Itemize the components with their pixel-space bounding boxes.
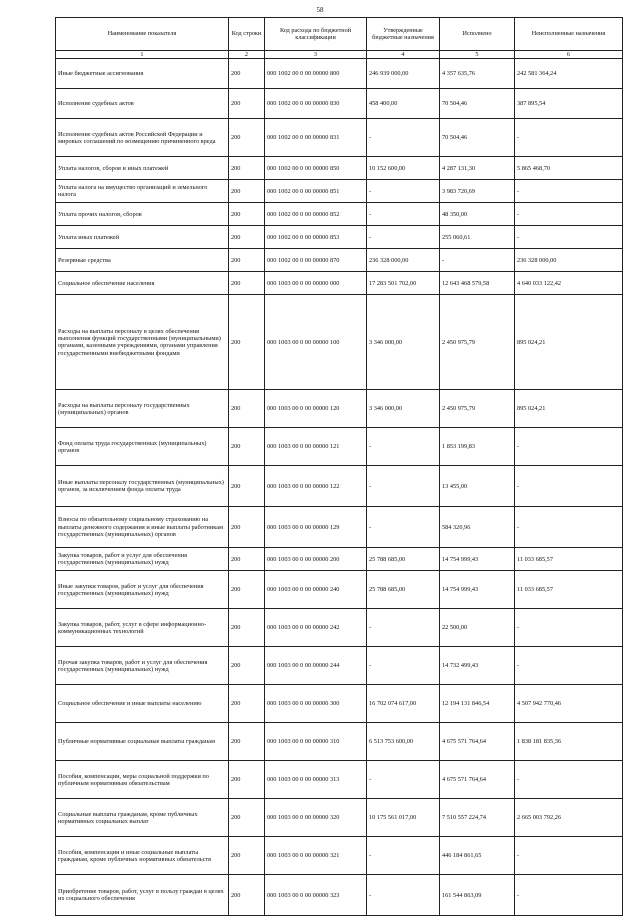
row-approved-cell: - bbox=[367, 203, 440, 226]
row-name-cell: Социальное обеспечение и иные выплаты населению bbox=[56, 685, 229, 723]
row-bcc-cell: 000 1003 00 0 00 00000 129 bbox=[265, 507, 367, 548]
row-name-cell: Иные выплаты персоналу государственных (муниципальных) органов, за исключением фонда оплаты труда bbox=[56, 466, 229, 507]
row-name-cell: Пособия, компенсации и иные социальные выплаты гражданам, кроме публичных нормативных обязательств bbox=[56, 837, 229, 875]
row-executed-cell: 1 853 199,83 bbox=[440, 428, 515, 466]
row-unexecuted-cell: 4 507 942 770,46 bbox=[515, 685, 623, 723]
row-bcc-cell: 000 1002 00 0 00 00000 870 bbox=[265, 249, 367, 272]
header-approved: Утвержденные бюджетные назначения bbox=[367, 18, 440, 51]
table-body bbox=[56, 59, 623, 916]
row-executed-cell: 4 287 131,30 bbox=[440, 157, 515, 180]
page-number: 58 bbox=[316, 6, 324, 14]
row-bcc-cell: 000 1003 00 0 00 00000 120 bbox=[265, 390, 367, 428]
row-executed-cell: 13 455,00 bbox=[440, 466, 515, 507]
row-unexecuted-cell: - bbox=[515, 837, 623, 875]
table-row bbox=[56, 390, 623, 428]
row-code-cell: 200 bbox=[229, 390, 265, 428]
row-code-cell: 200 bbox=[229, 157, 265, 180]
row-name-cell: Закупка товаров, работ и услуг для обеспечения государственных (муниципальных) нужд bbox=[56, 548, 229, 571]
table-row bbox=[56, 180, 623, 203]
row-approved-cell: 458 400,00 bbox=[367, 89, 440, 119]
column-number: 3 bbox=[265, 51, 367, 59]
row-code-cell: 200 bbox=[229, 295, 265, 390]
table-row bbox=[56, 119, 623, 157]
row-name-cell: Резервные средства bbox=[56, 249, 229, 272]
row-unexecuted-cell: 236 328 000,00 bbox=[515, 249, 623, 272]
row-code-cell: 200 bbox=[229, 272, 265, 295]
row-bcc-cell: 000 1003 00 0 00 00000 242 bbox=[265, 609, 367, 647]
row-bcc-cell: 000 1003 00 0 00 00000 300 bbox=[265, 685, 367, 723]
row-name-cell: Расходы на выплаты персоналу государственных (муниципальных) органов bbox=[56, 390, 229, 428]
column-number: 4 bbox=[367, 51, 440, 59]
row-approved-cell: 16 702 074 617,00 bbox=[367, 685, 440, 723]
row-unexecuted-cell: - bbox=[515, 875, 623, 916]
row-executed-cell: 14 732 499,43 bbox=[440, 647, 515, 685]
row-executed-cell: 446 184 861,65 bbox=[440, 837, 515, 875]
table-row bbox=[56, 272, 623, 295]
row-approved-cell: - bbox=[367, 609, 440, 647]
row-unexecuted-cell: - bbox=[515, 119, 623, 157]
row-unexecuted-cell: - bbox=[515, 203, 623, 226]
header-code: Код строки bbox=[229, 18, 265, 51]
row-executed-cell: 4 357 635,76 bbox=[440, 59, 515, 89]
row-name-cell: Фонд оплаты труда государственных (муниципальных) органов bbox=[56, 428, 229, 466]
header-bcc: Код расхода по бюджетной классификации bbox=[265, 18, 367, 51]
row-bcc-cell: 000 1002 00 0 00 00000 853 bbox=[265, 226, 367, 249]
row-executed-cell: 4 675 571 764,64 bbox=[440, 723, 515, 761]
row-bcc-cell: 000 1002 00 0 00 00000 852 bbox=[265, 203, 367, 226]
row-code-cell: 200 bbox=[229, 837, 265, 875]
row-bcc-cell: 000 1003 00 0 00 00000 313 bbox=[265, 761, 367, 799]
row-name-cell: Уплата прочих налогов, сборов bbox=[56, 203, 229, 226]
row-name-cell: Уплата налогов, сборов и иных платежей bbox=[56, 157, 229, 180]
row-approved-cell: - bbox=[367, 507, 440, 548]
row-approved-cell: 3 346 000,00 bbox=[367, 295, 440, 390]
row-unexecuted-cell: - bbox=[515, 428, 623, 466]
row-bcc-cell: 000 1003 00 0 00 00000 100 bbox=[265, 295, 367, 390]
row-name-cell: Закупка товаров, работ, услуг в сфере информационно-коммуникационных технологий bbox=[56, 609, 229, 647]
row-bcc-cell: 000 1003 00 0 00 00000 244 bbox=[265, 647, 367, 685]
row-unexecuted-cell: 895 024,21 bbox=[515, 390, 623, 428]
header-name: Наименование показателя bbox=[56, 18, 229, 51]
row-bcc-cell: 000 1002 00 0 00 00000 831 bbox=[265, 119, 367, 157]
table-row bbox=[56, 723, 623, 761]
row-name-cell: Приобретение товаров, работ, услуг в пользу граждан в целях их социального обеспечения bbox=[56, 875, 229, 916]
header-executed: Исполнено bbox=[440, 18, 515, 51]
row-unexecuted-cell: 1 838 181 835,36 bbox=[515, 723, 623, 761]
row-executed-cell: 2 450 975,79 bbox=[440, 295, 515, 390]
row-approved-cell: - bbox=[367, 466, 440, 507]
row-code-cell: 200 bbox=[229, 249, 265, 272]
column-number: 6 bbox=[515, 51, 623, 59]
row-approved-cell: 25 788 685,00 bbox=[367, 571, 440, 609]
column-number: 2 bbox=[229, 51, 265, 59]
row-executed-cell: 70 504,46 bbox=[440, 89, 515, 119]
row-code-cell: 200 bbox=[229, 119, 265, 157]
table-row bbox=[56, 295, 623, 390]
row-unexecuted-cell: - bbox=[515, 761, 623, 799]
row-executed-cell: 12 194 131 846,54 bbox=[440, 685, 515, 723]
row-bcc-cell: 000 1003 00 0 00 00000 320 bbox=[265, 799, 367, 837]
table-row bbox=[56, 685, 623, 723]
table-row bbox=[56, 226, 623, 249]
row-approved-cell: 17 283 501 702,00 bbox=[367, 272, 440, 295]
table-row bbox=[56, 59, 623, 89]
table-row bbox=[56, 647, 623, 685]
row-approved-cell: - bbox=[367, 226, 440, 249]
row-bcc-cell: 000 1002 00 0 00 00000 850 bbox=[265, 157, 367, 180]
row-code-cell: 200 bbox=[229, 685, 265, 723]
row-approved-cell: 246 939 000,00 bbox=[367, 59, 440, 89]
row-bcc-cell: 000 1003 00 0 00 00000 310 bbox=[265, 723, 367, 761]
row-bcc-cell: 000 1003 00 0 00 00000 122 bbox=[265, 466, 367, 507]
row-unexecuted-cell: - bbox=[515, 466, 623, 507]
table-row bbox=[56, 799, 623, 837]
table-row bbox=[56, 837, 623, 875]
row-code-cell: 200 bbox=[229, 507, 265, 548]
row-bcc-cell: 000 1002 00 0 00 00000 851 bbox=[265, 180, 367, 203]
row-name-cell: Взносы по обязательному социальному страхованию на выплаты денежного содержания и иные выплаты работникам государственных (муниципальных) органов bbox=[56, 507, 229, 548]
header-unexecuted: Неисполненные назначения bbox=[515, 18, 623, 51]
row-bcc-cell: 000 1003 00 0 00 00000 240 bbox=[265, 571, 367, 609]
row-approved-cell: - bbox=[367, 647, 440, 685]
row-unexecuted-cell: 387 895,54 bbox=[515, 89, 623, 119]
row-name-cell: Уплата налога на имущество организаций и земельного налога bbox=[56, 180, 229, 203]
row-unexecuted-cell: 11 033 685,57 bbox=[515, 548, 623, 571]
row-approved-cell: - bbox=[367, 837, 440, 875]
row-executed-cell: 584 320,96 bbox=[440, 507, 515, 548]
table-row bbox=[56, 428, 623, 466]
row-name-cell: Пособия, компенсации, меры социальной поддержки по публичным нормативным обязательствам bbox=[56, 761, 229, 799]
row-bcc-cell: 000 1002 00 0 00 00000 830 bbox=[265, 89, 367, 119]
table-row bbox=[56, 875, 623, 916]
row-approved-cell: - bbox=[367, 180, 440, 203]
row-unexecuted-cell: 2 665 003 792,26 bbox=[515, 799, 623, 837]
row-bcc-cell: 000 1003 00 0 00 00000 321 bbox=[265, 837, 367, 875]
column-number: 1 bbox=[56, 51, 229, 59]
row-approved-cell: 6 513 753 600,00 bbox=[367, 723, 440, 761]
row-executed-cell: 161 544 863,09 bbox=[440, 875, 515, 916]
row-code-cell: 200 bbox=[229, 723, 265, 761]
row-executed-cell: 255 060,61 bbox=[440, 226, 515, 249]
row-executed-cell: 4 675 571 764,64 bbox=[440, 761, 515, 799]
row-unexecuted-cell: - bbox=[515, 609, 623, 647]
table-row bbox=[56, 761, 623, 799]
column-number: 5 bbox=[440, 51, 515, 59]
row-name-cell: Иные бюджетные ассигнования bbox=[56, 59, 229, 89]
row-executed-cell: 2 450 975,79 bbox=[440, 390, 515, 428]
row-name-cell: Исполнение судебных актов bbox=[56, 89, 229, 119]
row-name-cell: Расходы на выплаты персоналу в целях обеспечения выполнения функций государственными (муниципальными) органами, казенными учреждениями, органами управления государственными внебюджетными фондами bbox=[56, 295, 229, 390]
row-executed-cell: 14 754 999,43 bbox=[440, 571, 515, 609]
row-unexecuted-cell: 5 865 468,70 bbox=[515, 157, 623, 180]
row-name-cell: Исполнение судебных актов Российской Федерации и мировых соглашений по возмещению причиненного вреда bbox=[56, 119, 229, 157]
row-approved-cell: - bbox=[367, 428, 440, 466]
row-name-cell: Социальное обеспечение населения bbox=[56, 272, 229, 295]
row-approved-cell: - bbox=[367, 761, 440, 799]
row-code-cell: 200 bbox=[229, 571, 265, 609]
row-bcc-cell: 000 1003 00 0 00 00000 121 bbox=[265, 428, 367, 466]
row-approved-cell: 3 346 000,00 bbox=[367, 390, 440, 428]
row-executed-cell: 48 350,00 bbox=[440, 203, 515, 226]
row-unexecuted-cell: - bbox=[515, 507, 623, 548]
row-bcc-cell: 000 1003 00 0 00 00000 323 bbox=[265, 875, 367, 916]
row-executed-cell: - bbox=[440, 249, 515, 272]
row-code-cell: 200 bbox=[229, 428, 265, 466]
row-name-cell: Социальные выплаты гражданам, кроме публичных нормативных социальных выплат bbox=[56, 799, 229, 837]
row-bcc-cell: 000 1003 00 0 00 00000 000 bbox=[265, 272, 367, 295]
table-header-row bbox=[56, 18, 623, 51]
table-row bbox=[56, 89, 623, 119]
table-row bbox=[56, 571, 623, 609]
table-row bbox=[56, 157, 623, 180]
budget-execution-table bbox=[55, 17, 623, 916]
row-approved-cell: 25 788 685,00 bbox=[367, 548, 440, 571]
row-name-cell: Публичные нормативные социальные выплаты гражданам bbox=[56, 723, 229, 761]
row-code-cell: 200 bbox=[229, 466, 265, 507]
table-row bbox=[56, 548, 623, 571]
row-unexecuted-cell: 242 581 364,24 bbox=[515, 59, 623, 89]
row-approved-cell: - bbox=[367, 119, 440, 157]
row-code-cell: 200 bbox=[229, 647, 265, 685]
row-executed-cell: 14 754 999,43 bbox=[440, 548, 515, 571]
row-unexecuted-cell: 4 640 033 122,42 bbox=[515, 272, 623, 295]
row-code-cell: 200 bbox=[229, 609, 265, 647]
table-row bbox=[56, 609, 623, 647]
row-approved-cell: 10 152 600,00 bbox=[367, 157, 440, 180]
row-executed-cell: 70 504,46 bbox=[440, 119, 515, 157]
row-executed-cell: 12 643 468 579,58 bbox=[440, 272, 515, 295]
row-code-cell: 200 bbox=[229, 761, 265, 799]
row-code-cell: 200 bbox=[229, 799, 265, 837]
row-code-cell: 200 bbox=[229, 226, 265, 249]
row-code-cell: 200 bbox=[229, 89, 265, 119]
row-code-cell: 200 bbox=[229, 203, 265, 226]
row-code-cell: 200 bbox=[229, 59, 265, 89]
row-name-cell: Прочая закупка товаров, работ и услуг для обеспечения государственных (муниципальных) нужд bbox=[56, 647, 229, 685]
table-row bbox=[56, 203, 623, 226]
row-unexecuted-cell: 11 033 685,57 bbox=[515, 571, 623, 609]
row-executed-cell: 22 500,00 bbox=[440, 609, 515, 647]
row-executed-cell: 7 510 557 224,74 bbox=[440, 799, 515, 837]
table-row bbox=[56, 507, 623, 548]
row-code-cell: 200 bbox=[229, 875, 265, 916]
row-bcc-cell: 000 1002 00 0 00 00000 800 bbox=[265, 59, 367, 89]
table-row bbox=[56, 466, 623, 507]
column-number-row bbox=[56, 51, 623, 59]
row-approved-cell: 10 175 561 017,00 bbox=[367, 799, 440, 837]
row-name-cell: Иные закупки товаров, работ и услуг для обеспечения государственных (муниципальных) нужд bbox=[56, 571, 229, 609]
row-code-cell: 200 bbox=[229, 180, 265, 203]
row-approved-cell: - bbox=[367, 875, 440, 916]
row-executed-cell: 3 983 720,69 bbox=[440, 180, 515, 203]
row-bcc-cell: 000 1003 00 0 00 00000 200 bbox=[265, 548, 367, 571]
row-unexecuted-cell: - bbox=[515, 647, 623, 685]
row-name-cell: Уплата иных платежей bbox=[56, 226, 229, 249]
row-unexecuted-cell: 895 024,21 bbox=[515, 295, 623, 390]
row-code-cell: 200 bbox=[229, 548, 265, 571]
row-unexecuted-cell: - bbox=[515, 180, 623, 203]
row-unexecuted-cell: - bbox=[515, 226, 623, 249]
row-approved-cell: 236 328 000,00 bbox=[367, 249, 440, 272]
table-row bbox=[56, 249, 623, 272]
